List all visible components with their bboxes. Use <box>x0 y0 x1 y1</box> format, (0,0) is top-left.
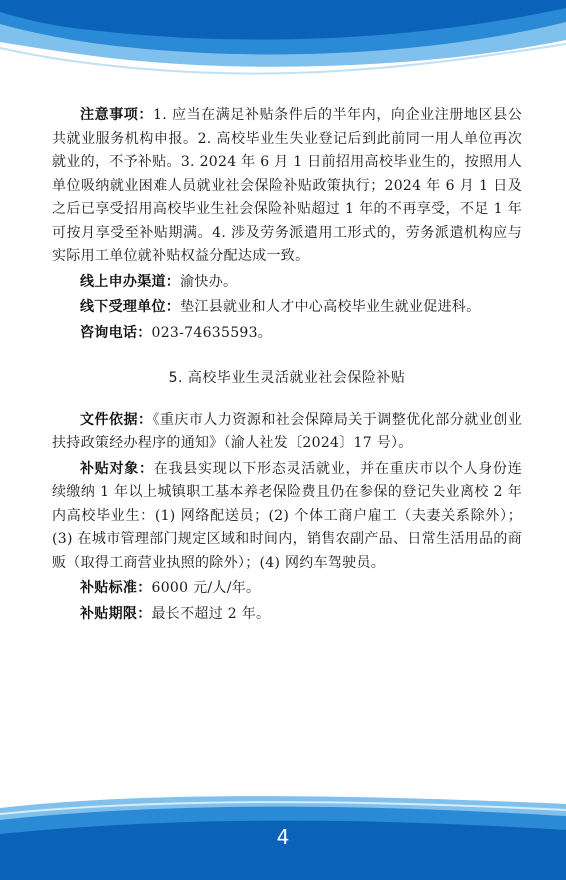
online-channel-label: 线上申办渠道： <box>80 273 181 290</box>
offline-unit-text: 垫江县就业和人才中心高校毕业生就业促进科。 <box>180 299 481 315</box>
online-channel-paragraph <box>52 271 522 295</box>
standard-text: 6000 元/人/年。 <box>151 580 261 596</box>
target-text: 在我县实现以下形态灵活就业，并在重庆市以个人身份连续缴纳 1 年以上城镇职工基本养老保险费且仍在参保的登记失业离校 2 年内高校毕业生：(1) 网络配送员；(2) 个体工商户雇工（夫妻关系除外）；(3) 在城市管理部门规定区域和时间内，销售农副产品、日常生活用品的商贩（取得工商营业执照的除外）；(4) 网约车驾驶员。 <box>52 460 523 571</box>
basis-text: 《重庆市人力资源和社会保障局关于调整优化部分就业创业扶持政策经办程序的通知》（渝人社发〔2024〕17 号）。 <box>52 411 522 451</box>
notes-paragraph <box>52 104 522 269</box>
period-paragraph <box>52 603 522 627</box>
standard-label: 补贴标准： <box>80 580 152 596</box>
basis-label: 文件依据： <box>80 411 153 428</box>
target-label: 补贴对象： <box>80 460 154 477</box>
offline-unit-paragraph <box>52 296 522 320</box>
standard-paragraph <box>52 577 522 601</box>
document-body <box>52 104 522 626</box>
basis-paragraph <box>52 409 522 456</box>
top-wave-banner <box>0 0 566 95</box>
target-paragraph <box>52 458 522 576</box>
period-label: 补贴期限： <box>80 605 152 622</box>
notes-label: 注意事项： <box>80 107 153 123</box>
section-title: 5. 高校毕业生灵活就业社会保险补贴 <box>168 370 406 386</box>
period-text: 最长不超过 2 年。 <box>151 605 271 622</box>
phone-text: 023-74635593。 <box>151 324 273 341</box>
online-channel-text: 渝快办。 <box>180 273 238 290</box>
phone-paragraph <box>52 322 522 346</box>
phone-label: 咨询电话： <box>80 324 152 341</box>
notes-text: 1. 应当在满足补贴条件后的半年内，向企业注册地区县公共就业服务机构申报。2. 高校毕业生失业登记后到此前同一用人单位再次就业的，不予补贴。3. 2024 年 6 月 1 日前招用高校毕业生的，按照用人单位吸纳就业困难人员就业社会保险补贴政策执行；2024 年 6 月 1 日及之后已享受招用高校毕业生社会保险补贴超过 1 年的不再享受，不足 1 年可按月享受至补贴期满。4. 涉及劳务派遣用工形式的，劳务派遣机构应与实际用工单位就补贴权益分配达成一致。 <box>52 107 523 264</box>
offline-unit-label: 线下受理单位： <box>80 299 181 315</box>
page-number: 4 <box>276 825 290 849</box>
